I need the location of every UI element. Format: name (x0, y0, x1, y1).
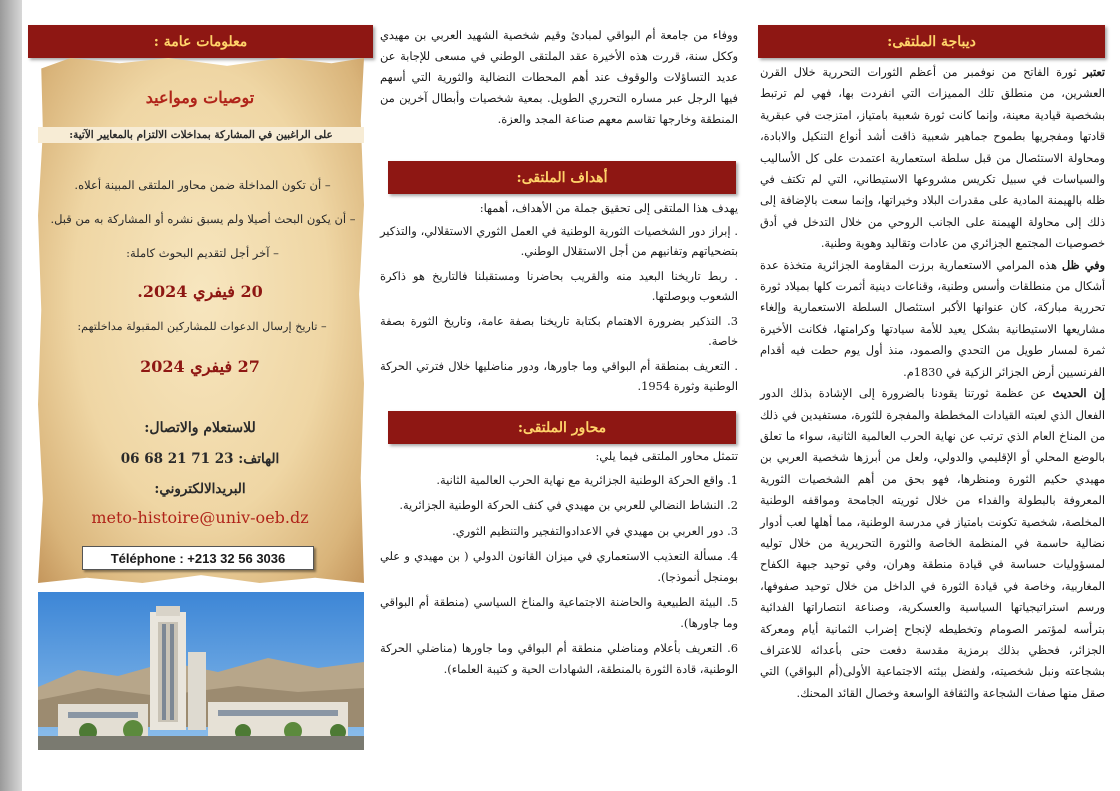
p3-text: عن عظمة ثورتنا يقودنا بالضرورة إلى الإشادة بذلك الدور الفعال الذي لعبته القيادات المخططة والمفجرة للثورة، مستفيدين في ذلك من المناخ العام الذي ترتب عن نهاية الحرب العالمية الثانية، سواء ما تعلق بالوضع المحلي أو الإقليمي والدولي، ولعل من أبرزها شخصية العربي بن مهيدي حكيم الثورة ومنظرها، فهو بحق من أهم الشخصيات الثورية المعروفة بالبطولة والفداء من خلال ثوريته الجامحة ومواقفه الوطنية المخلصة، شخصية تكونت بامتياز في مدرسة الوطنية، مما أهلها لعب أدوار نضالية حاسمة في المنظمة الخاصة والثورة التحريرية من خلال توليه لمسؤوليات حساسة في قيادة منطقة وهران، وفي توحيد جبهة الكفاح المغاربية، وخاصة في قيادة الثورة في الداخل من خلال توحيد صفوفها، ورسم استراتيجياتها السياسية والعسكرية، وصناعة انتصاراتها الفدائية بترأسه لمؤتمر الصومام وتخطيطه لإنجاح إضراب الثمانية أيام ومعركة الجزائر، فحظي بذلك برمزية مقدسة دفعت حتى بأعدائه للاعتراف بشجاعته ونبل شخصيته، ولفضل بيئته الاجتماعية الأولى(أم البواقي) التي صقل منها صفات الشجاعة والثقافة الواسعة وخصال القائد المحنك. (760, 387, 1105, 700)
criterion-item-3: – آخر أجل لتقديم البحوث كاملة: (126, 246, 279, 260)
p3-lead: إن الحديث (1052, 386, 1105, 401)
p1-text: ثورة الفاتح من نوفمبر من أعظم الثورات التحررية خلال القرن العشرين، من منطلق تلك المميزات التي انفردت بها، فهي لم ترتبط بشخصية قيادية معينة، وإنما كانت ثورة شعبية بامتياز، امتزجت في عبقرية قادتها ومفجريها بطموح جماهير شعبية ذاقت أشد أنواع التنكيل والابادة، ومحاولة الاستئصال من قبل سلطة استعمارية اعتمدت على كل الأساليب والسياسات في سبيل تكريس مشروعها الاستيطاني، التي لم تكتف في ظله بالهيمنة المادية على مقدرات البلاد وخيراتها، وإنما سعت بالإضافة إلى ذلك إلى محاولة الهيمنة على الجانب الروحي من خلال التدخل في أدق خصوصيات المجتمع الجزائري من عادات وتقاليد وهوية وطنية. (760, 66, 1105, 251)
goal-item: 3. التذكير بضرورة الاهتمام بكتابة تاريخنا بصفة عامة، وتاريخ الثورة بصفة خاصة. (380, 313, 738, 348)
preamble-paragraph-2 (760, 255, 1105, 383)
submission-deadline: 20 فيفري 2024. (137, 282, 263, 301)
phone-line: الهاتف: 23 71 21 68 06 (120, 451, 280, 467)
general-info-header-label: معلومات عامة : (153, 33, 248, 50)
criteria-line: على الراغبين في المشاركة بمداخلات الالتزام بالمعايير الآتية: (38, 127, 364, 143)
intro-text (380, 25, 738, 130)
preamble-paragraph-1 (760, 62, 1105, 255)
criterion-item-2: – أن يكون البحث أصيلا ولم يسبق نشره أو المشاركة به من قبل. (50, 212, 356, 226)
telephone-box-text: Téléphone : +213 32 56 3036 (110, 550, 286, 566)
axis-item: 5. البيئة الطبيعية والحاضنة الاجتماعية والمناخ السياسي (منطقة أم البواقي وما جاورها). (380, 595, 738, 630)
axis-item: 6. التعريف بأعلام ومناضلي منطقة أم البواقي وما جاورها (مناضلي الحركة الوطنية، قادة الثورة بالمنطقة، الشهادات الحية و كتيبة العلماء). (380, 641, 738, 676)
university-photo-illustration (38, 592, 364, 750)
university-photo (38, 592, 364, 750)
axes-header (388, 411, 736, 444)
email-label: البريدالالكتروني: (154, 481, 246, 497)
contact-title: للاستعلام والاتصال: (144, 420, 256, 436)
page-edge-shadow (0, 0, 22, 791)
p2-lead: وفي ظل (1061, 257, 1105, 272)
invitation-date: 27 فيفري 2024 (140, 357, 260, 376)
preamble-header-label: ديباجة الملتقى: (887, 33, 976, 50)
criterion-item-1: – أن تكون المداخلة ضمن محاور الملتقى المبينة أعلاه. (74, 178, 331, 192)
preamble-header (758, 25, 1105, 58)
intro-paragraph: ووفاء من جامعة أم البواقي لمبادئ وقيم شخصية الشهيد العربي بن مهيدي وككل سنة، قررت هذه الأخيرة عقد الملتقى الوطني في مسعى للإجابة عن عديد التساؤلات والوقوف عند أهم المحطات النضالية والثورية التي أسهم فيها الرجل عبر مساره التحرري الطويل. بمعية شخصيات وأبطال آخرين من المنطقة وخارجها تقاسم معهم صناعة المجد والعزة. (380, 28, 738, 126)
invitation-line: – تاريخ إرسال الدعوات للمشاركين المقبولة مداخلتهم: (77, 320, 327, 333)
axes-list (380, 446, 738, 679)
axis-item: 4. مسألة التعذيب الاستعماري في ميزان القانون الدولي ( بن مهيدي و علي بومنجل أنموذجا). (380, 549, 738, 584)
goals-intro: يهدف هذا الملتقى إلى تحقيق جملة من الأهداف، أهمها: (479, 201, 738, 215)
axes-header-label: محاور الملتقى: (517, 419, 607, 436)
p2-text: هذه المرامي الاستعمارية برزت المقاومة الجزائرية متخذة عدة أشكال من منطلقات وأسس وطنية، وقناعات دينية أثمرت كلها بميلاد ثورة تحررية مباركة، كان عنوانها الأكبر استئصال السلطة الاستعمارية وإلغاء مشاريعها الاستيطانية بشكل يعيد للأمة سيادتها وكرامتها، فكانت الأخيرة ثمرة لمسار طويل من التحدي والصمود، منذ أول يوم حطت فيه أقدام الفرنسيين أرض الجزائر الزكية في 1830م. (760, 258, 1105, 379)
axis-item: 2. النشاط النضالي للعربي بن مهيدي في كنف الحركة الوطنية الجزائرية. (399, 498, 738, 512)
goals-header (388, 161, 736, 194)
goals-header-label: أهداف الملتقى: (516, 169, 608, 186)
recommendations-title: توصيات ومواعيد (145, 88, 255, 107)
axis-item: 3. دور العربي بن مهيدي في الاعدادوالتفجير والتنظيم الثوري. (452, 523, 738, 538)
goal-item: . التعريف بمنطقة أم البواقي وما جاورها، ودور مناضليها خلال فترتي الحركة الوطنية وثورة 1954. (380, 358, 738, 393)
preamble-paragraph-3 (760, 383, 1105, 704)
email-address[interactable]: meto-histoire@univ-oeb.dz (91, 508, 309, 527)
telephone-box (82, 546, 314, 570)
axes-intro: تتمثل محاور الملتقى فيما يلي: (595, 449, 738, 463)
general-info-header (28, 25, 373, 58)
goal-item: . إبراز دور الشخصيات الثورية الوطنية في العمل الثوري الاستقلالي، والتذكير بتضحياتهم وتفانيهم من أجل الاستقلال الوطني. (380, 223, 738, 258)
p1-lead: تعتبر (1083, 65, 1105, 79)
goal-item: . ربط تاريخنا البعيد منه والقريب بحاضرنا ومستقبلنا فالتاريخ هو ذاكرة الشعوب وبوصلتها. (380, 268, 738, 303)
preamble-column (760, 62, 1105, 704)
axis-item: 1. واقع الحركة الوطنية الجزائرية مع نهاية الحرب العالمية الثانية. (436, 472, 738, 487)
goals-list (380, 198, 738, 397)
